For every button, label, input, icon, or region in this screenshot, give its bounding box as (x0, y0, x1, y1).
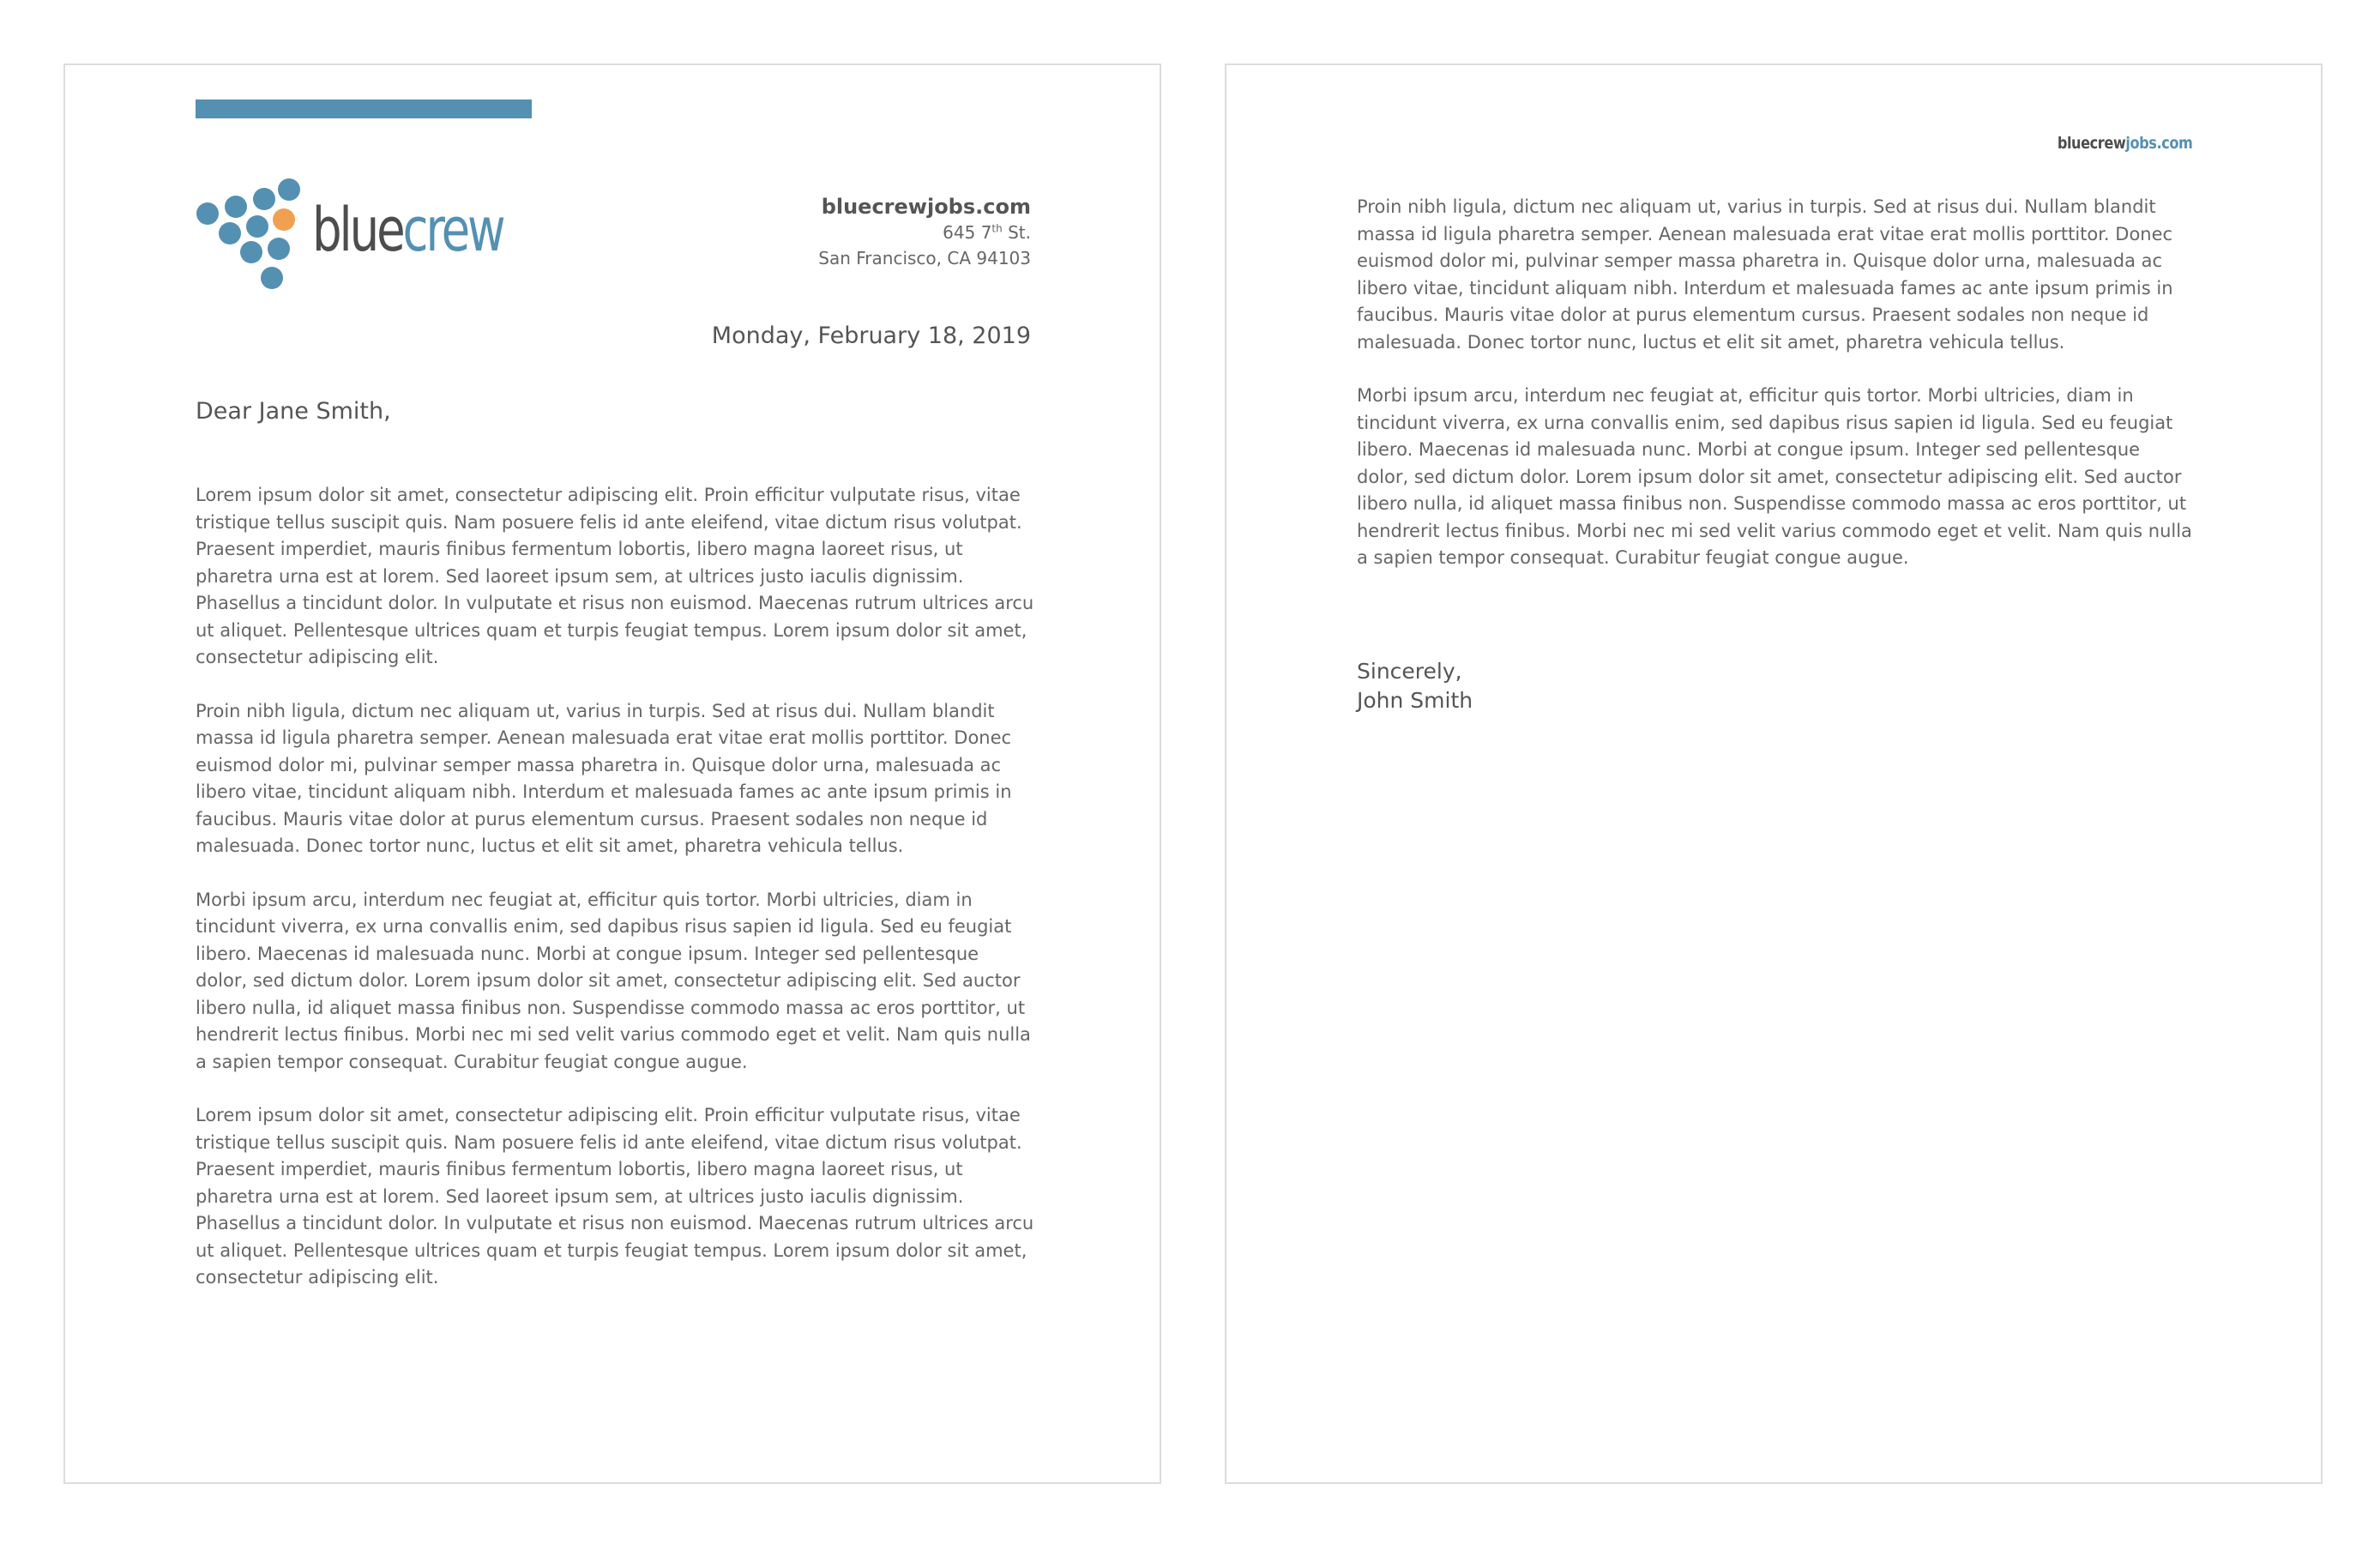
header-accent-bar (196, 100, 532, 118)
sender-city: San Francisco, CA 94103 (818, 248, 1031, 268)
body-paragraph: Proin nibh ligula, dictum nec aliquam ut, varius in turpis. Sed at risus dui. Nullam blandit massa id ligula pharetra semper. Aenean malesuada erat vitae erat mollis porttitor. Donec euismod dolor mi, pulvinar semper massa pharetra in. Quisque dolor urna, malesuada ac libero vitae, tincidunt aliquam nibh. Interdum et malesuada fames ac ante ipsum primis in faucibus. Mauris vitae dolor at purus elementum cursus. Praesent sodales non neque id malesuada. Donec tortor nunc, luctus et elit sit amet, pharetra vehicula tellus. (1357, 196, 2173, 353)
bluecrew-logo (196, 175, 539, 295)
body-paragraph: Proin nibh ligula, dictum nec aliquam ut, varius in turpis. Sed at risus dui. Nullam blandit massa id ligula pharetra semper. Aenean malesuada erat vitae erat mollis porttitor. Donec euismod dolor mi, pulvinar semper massa pharetra in. Quisque dolor urna, malesuada ac libero vitae, tincidunt aliquam nibh. Interdum et malesuada fames ac ante ipsum primis in faucibus. Mauris vitae dolor at purus elementum cursus. Praesent sodales non neque id malesuada. Donec tortor nunc, luctus et elit sit amet, pharetra vehicula tellus. (196, 700, 1012, 856)
logo-word-blue: blue (312, 195, 403, 265)
logo-wordmark (312, 194, 503, 266)
page1-body (196, 482, 1034, 1318)
sender-website: bluecrewjobs.com (821, 195, 1031, 219)
letter-greeting: Dear Jane Smith, (196, 398, 391, 425)
page2-body (1357, 194, 2196, 599)
letter-page-1 (63, 63, 1161, 1484)
body-paragraph: Lorem ipsum dolor sit amet, consectetur adipiscing elit. Proin efficitur vulputate risus, vitae tristique tellus suscipit quis. Nam posuere felis id ante eleifend, vitae dictum risus volutpat. Praesent imperdiet, mauris finibus fermentum lobortis, libero magna laoreet risus, ut pharetra urna est at lorem. Sed laoreet ipsum sem, at ultrices justo iaculis dignissim. Phasellus a tincidunt dolor. In vulputate et risus non euismod. Maecenas rutrum ultrices arcu ut aliquet. Pellentesque ultrices quam et turpis feugiat tempus. Lorem ipsum dolor sit amet, consectetur adipiscing elit. (196, 1105, 1034, 1288)
signature-name: John Smith (1357, 688, 1473, 713)
body-paragraph: Morbi ipsum arcu, interdum nec feugiat at, efficitur quis tortor. Morbi ultricies, diam in tincidunt viverra, ex urna convallis enim, sed dapibus risus sapien id ligula. Sed eu feugiat libero. Maecenas id malesuada nunc. Morbi at congue ipsum. Integer sed pellentesque dolor, sed dictum dolor. Lorem ipsum dolor sit amet, consectetur adipiscing elit. Sed auctor libero nulla, id aliquet massa finibus non. Suspendisse commodo massa ac eros porttitor, ut hendrerit lectus finibus. Morbi nec mi sed velit varius commodo eget et velit. Nam quis nulla a sapien tempor consequat. Curabitur feugiat congue augue. (1357, 385, 2192, 568)
dot-cluster-icon (196, 175, 316, 295)
sender-street: 645 7th St. (943, 222, 1031, 243)
sender-address-block (818, 194, 1031, 271)
closing-phrase: Sincerely, (1357, 659, 1462, 684)
logo-word-crew: crew (402, 195, 503, 265)
letter-page-2 (1225, 63, 2323, 1484)
body-paragraph: Lorem ipsum dolor sit amet, consectetur adipiscing elit. Proin efficitur vulputate risus, vitae tristique tellus suscipit quis. Nam posuere felis id ante eleifend, vitae dictum risus volutpat. Praesent imperdiet, mauris finibus fermentum lobortis, libero magna laoreet risus, ut pharetra urna est at lorem. Sed laoreet ipsum sem, at ultrices justo iaculis dignissim. Phasellus a tincidunt dolor. In vulputate et risus non euismod. Maecenas rutrum ultrices arcu ut aliquet. Pellentesque ultrices quam et turpis feugiat tempus. Lorem ipsum dolor sit amet, consectetur adipiscing elit. (196, 485, 1034, 667)
page2-header-website: bluecrewjobs.com (2057, 134, 2192, 153)
letter-date: Monday, February 18, 2019 (711, 323, 1031, 349)
letter-closing (1357, 657, 1473, 715)
body-paragraph: Morbi ipsum arcu, interdum nec feugiat at, efficitur quis tortor. Morbi ultricies, diam in tincidunt viverra, ex urna convallis enim, sed dapibus risus sapien id ligula. Sed eu feugiat libero. Maecenas id malesuada nunc. Morbi at congue ipsum. Integer sed pellentesque dolor, sed dictum dolor. Lorem ipsum dolor sit amet, consectetur adipiscing elit. Sed auctor libero nulla, id aliquet massa finibus non. Suspendisse commodo massa ac eros porttitor, ut hendrerit lectus finibus. Morbi nec mi sed velit varius commodo eget et velit. Nam quis nulla a sapien tempor consequat. Curabitur feugiat congue augue. (196, 889, 1031, 1072)
